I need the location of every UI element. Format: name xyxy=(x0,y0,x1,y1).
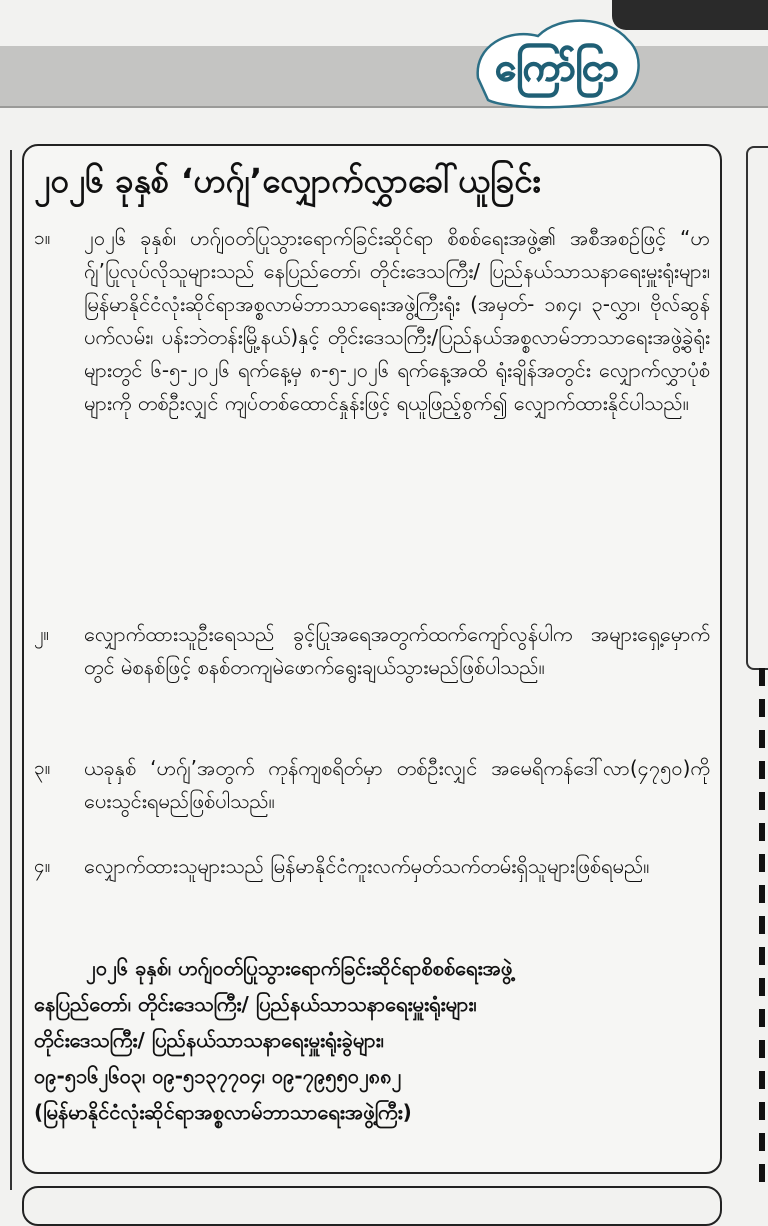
footer-branch-offices: တိုင်းဒေသကြီး/ ပြည်နယ်သာသနာရေးမှူးရုံးခွဲများ၊ xyxy=(34,1028,384,1052)
paragraph-4-text: လျှောက်ထားသူများသည် မြန်မာနိုင်ငံကူးလက်မှတ်သက်တမ်းရှိသူများဖြစ်ရမည်။ xyxy=(84,854,650,878)
left-column-rule xyxy=(10,150,12,1190)
header-band xyxy=(0,46,768,108)
right-column-frame xyxy=(746,146,768,670)
right-column-dashes xyxy=(756,668,768,1196)
notice-footer xyxy=(34,950,714,1130)
footer-offices: နေပြည်တော်၊ တိုင်းဒေသကြီး/ ပြည်နယ်သာသနာရေးမှူးရုံးများ၊ xyxy=(34,992,477,1016)
paragraph-3-text: ယခုနှစ် ‘ဟဂ်ျ’အတွက် ကုန်ကျစရိတ်မှာ တစ်ဦးလျှင် အမေရိကန်ဒေါ်လာ(၄၇၅၀)ကို ပေးသွင်းရမည်ဖြစ်ပါသည်။ xyxy=(84,756,710,813)
paragraph-2-text: လျှောက်ထားသူဦးရေသည် ခွင့်ပြုအရေအတွက်ထက်ကျော်လွန်ပါက အများရှေ့မှောက်တွင် မဲစနစ်ဖြင့် စနစ်တကျမဲဖောက်ရွေးချယ်သွားမည်ဖြစ်ပါသည်။ xyxy=(84,622,710,679)
next-notice-box xyxy=(22,1186,722,1226)
masthead-logo xyxy=(468,6,646,112)
paragraph-1-text: ၂၀၂၆ ခုနှစ်၊ ဟဂ်ျဝတ်ပြုသွားရောက်ခြင်းဆိုင်ရာ စိစစ်ရေးအဖွဲ့၏ အစီအစဉ်ဖြင့် “ဟဂ်ျ’ပြုလုပ်လိုသူများသည် နေပြည်တော်၊ တိုင်းဒေသကြီး/ ပြည်နယ်သာသနာရေးမှူးရုံးများ၊ မြန်မာနိုင်ငံလုံးဆိုင်ရာအစ္စလာမ်ဘာသာရေးအဖွဲ့ကြီးရုံး (အမှတ်- ၁၈၄၊ ၃-လွှာ၊ ဗိုလ်ဆွန်ပက်လမ်း၊ ပန်းဘဲတန်းမြို့နယ်)နှင့် တိုင်းဒေသကြီး/ပြည်နယ်အစ္စလာမ်ဘာသာရေးအဖွဲ့ခွဲရုံးများတွင် ၆-၅-၂၀၂၆ ရက်နေ့မှ ၈-၅-၂၀၂၆ ရက်နေ့အထိ ရုံးချိန်အတွင်း လျှောက်လွှာပုံစံများကို တစ်ဦးလျှင် ကျပ်တစ်ထောင်နှုန်းဖြင့် ရယူဖြည့်စွက်၍ လျှောက်ထားနိုင်ပါသည်။ xyxy=(84,226,710,415)
paragraph-1-number: ၁။ xyxy=(34,227,51,249)
paragraph-4-number: ၄။ xyxy=(34,855,51,877)
notice-title: ၂၀၂၆ ခုနှစ် ‘ဟဂ်ျ’လျှောက်လွှာခေါ်ယူခြင်း xyxy=(34,161,541,200)
footer-phone-numbers: ၀၉-၅၁၆၂၆၀၃၊ ၀၉-၅၁၃၇၇၀၄၊ ၀၉-၇၉၅၅၀၂၈၈၂ xyxy=(34,1064,402,1088)
paragraph-2-number: ၂။ xyxy=(34,623,50,645)
paragraph-3-number: ၃။ xyxy=(34,757,51,779)
footer-organization: (မြန်မာနိုင်ငံလုံးဆိုင်ရာအစ္စလာမ်ဘာသာရေးအဖွဲ့ကြီး) xyxy=(34,1100,412,1124)
masthead-logo-text: ကြော်ငြာ xyxy=(495,45,619,89)
footer-issuer: ၂၀၂၆ ခုနှစ်၊ ဟဂ်ျဝတ်ပြုသွားရောက်ခြင်းဆိုင်ရာစိစစ်ရေးအဖွဲ့ xyxy=(86,956,513,980)
